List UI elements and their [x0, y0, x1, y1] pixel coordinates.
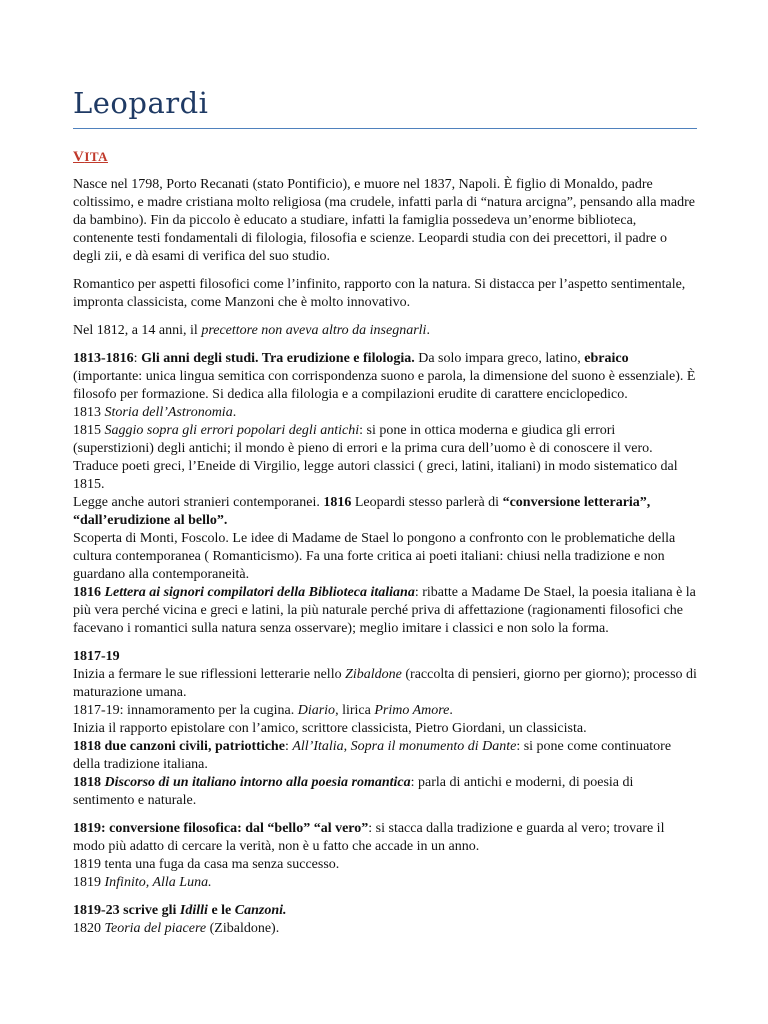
text-span: .	[449, 703, 453, 718]
heading-bold: Gli anni degli studi. Tra erudizione e filologia.	[141, 351, 415, 366]
heading-bold: 1818 due canzoni civili, patriottiche	[73, 739, 285, 754]
text-span: Leopardi stesso parlerà di	[351, 495, 503, 510]
text-span: 1820	[73, 921, 105, 936]
work-title: Infinito, Alla Luna.	[104, 875, 212, 890]
text-span: 1819	[73, 875, 105, 890]
line-1819-23-heading	[73, 902, 697, 920]
text-span: ,	[343, 739, 351, 754]
line-scoperta: Scoperta di Monti, Foscolo. Le idee di Madame de Stael lo pongono a confronto con le problematiche della cultura contemporanea ( Romanticismo). Fa una forte critica ai poeti italiani: chiusi nella tradizione e non guardano alla contemporaneità.	[73, 531, 676, 582]
text-span: Nel 1812, a 14 anni, il	[73, 323, 202, 338]
line-1819-infinito	[73, 874, 697, 892]
section-1817-19	[73, 648, 697, 810]
section-heading-vita	[73, 149, 108, 166]
line-1817-heading	[73, 648, 697, 666]
quote-bold: “conversione letteraria”, “dall’erudizione al bello”	[73, 495, 651, 528]
page-title: Leopardi	[73, 86, 209, 120]
section-heading-rest: ITA	[84, 149, 108, 164]
text-span: : si pone in ottica moderna e giudica gli errori (superstizioni) degli antichi; il mondo è pieno di errori e la prima cura dell’uomo è di conoscere il vero.	[73, 423, 653, 456]
work-title: Zibaldone	[345, 667, 402, 682]
title-divider	[73, 128, 697, 129]
date-label: 1816	[323, 495, 352, 510]
section-1819-23	[73, 902, 697, 938]
work-title: Sopra il monumento di Dante	[350, 739, 517, 754]
heading-bold: 1819-23 scrive gli	[73, 903, 180, 918]
text-span: 1813	[73, 405, 105, 420]
section-1813-1816	[73, 350, 697, 638]
work-title: Discorso di un italiano intorno alla poesia romantica	[104, 775, 411, 790]
work-title: All’Italia	[292, 739, 344, 754]
line-1815-saggio	[73, 422, 697, 458]
line-1813-astronomia	[73, 404, 697, 422]
date-label: 1816	[73, 585, 105, 600]
text-span: .	[426, 323, 430, 338]
text-span: : si pone come continuatore della tradizione italiana.	[73, 739, 672, 772]
text-span: : ribatte a Madame De Stael, la poesia italiana è la più vera perché vicina e greci e latini, la più naturale perché priva di affettazione (ragionamenti filosofici che facevano i romantici sulla natura senza osservare); meglio imitare i classici e non solo la forma.	[73, 585, 696, 636]
text-span: :	[133, 351, 142, 366]
paragraph-1812	[73, 322, 697, 340]
line-1818-discorso	[73, 774, 697, 810]
text-span: :	[284, 739, 293, 754]
line-1819-fuga: 1819 tenta una fuga da casa ma senza successo.	[73, 857, 340, 872]
text-span: Inizia a fermare le sue riflessioni letterarie nello	[73, 667, 346, 682]
text-span: : si stacca dalla tradizione e guarda al vero; trovare il modo più adatto di cercare la verità, non è u fatto che accade in un anno.	[73, 821, 665, 854]
section-heading-initial: V	[73, 149, 85, 165]
italic-span: precettore non aveva altro da insegnarli	[201, 323, 427, 338]
text-span: 1815	[73, 423, 105, 438]
section-1819	[73, 820, 697, 892]
text-span: : parla di antichi e moderni, di poesia di sentimento e naturale.	[73, 775, 634, 808]
text-span: Legge anche autori stranieri contemporanei.	[73, 495, 324, 510]
work-title: Saggio sopra gli errori popolari degli antichi	[104, 423, 360, 438]
work-title: Idilli	[179, 903, 208, 918]
text-span: (Zibaldone).	[206, 921, 280, 936]
line-1820-teoria	[73, 920, 697, 938]
text-span: .	[232, 405, 237, 420]
text-span: 1817-19: innamoramento per la cugina.	[73, 703, 298, 718]
heading-bold: 1819: conversione filosofica: dal “bello” “al vero”	[73, 821, 369, 836]
date-label: 1817-19	[73, 649, 120, 664]
line-traduce: Traduce poeti greci, l’Eneide di Virgilio, legge autori classici ( greci, latini, italiani) in modo sistematico dal 1815.	[73, 459, 678, 492]
line-1818-canzoni	[73, 738, 697, 774]
text-span: (importante: unica lingua semitica con corrispondenza suono e parola, la dimensione del suono è essenziale). È filosofo per formazione. Si dedica alla filologia e a compilazioni erudite di carattere enciclopedico.	[73, 369, 696, 402]
work-title: Storia dell’Astronomia	[104, 405, 233, 420]
text-span: Da solo impara greco, latino,	[414, 351, 585, 366]
line-zibaldone	[73, 666, 697, 702]
work-title: Canzoni.	[234, 903, 287, 918]
heading-bold: e le	[207, 903, 235, 918]
work-title: Diario	[297, 703, 336, 718]
line-giordani: Inizia il rapporto epistolare con l’amico, scrittore classicista, Pietro Giordani, un classicista.	[73, 721, 587, 736]
text-span: , lirica	[335, 703, 375, 718]
bold-span: ebraico	[584, 351, 629, 366]
work-title: Teoria del piacere	[104, 921, 207, 936]
work-title: Primo Amore	[374, 703, 450, 718]
paragraph-birth: Nasce nel 1798, Porto Recanati (stato Pontificio), e muore nel 1837, Napoli. È figlio di Monaldo, padre coltissimo, e madre cristiana molto religiosa (ma crudele, infatti parla di “natura arcigna”, pensando alla madre da bambino). Fin da piccolo è educato a studiare, infatti la famiglia possedeva un’enorme biblioteca, contenente testi fondamentali di filologia, filosofia e scienze. Leopardi studia con dei precettori, il padre o degli zii, e dà esami di verifica del suo studio.	[73, 177, 695, 264]
work-title: Lettera ai signori compilatori della Biblioteca italiana	[104, 585, 415, 600]
line-1816-lettera	[73, 584, 697, 638]
text-span: .	[223, 513, 228, 528]
date-label: 1813-1816	[73, 351, 134, 366]
line-1813-heading	[73, 350, 697, 404]
line-1819-conversione	[73, 820, 697, 856]
line-1817-cugina	[73, 702, 697, 720]
date-label: 1818	[73, 775, 105, 790]
text-span: (raccolta di pensieri, giorno per giorno); processo di maturazione umana.	[73, 667, 697, 700]
line-1816-conversione	[73, 494, 697, 530]
document-body	[73, 176, 697, 948]
paragraph-romantic: Romantico per aspetti filosofici come l’infinito, rapporto con la natura. Si distacca per l’aspetto sentimentale, impronta classicista, come Manzoni che è molto innovativo.	[73, 277, 686, 310]
